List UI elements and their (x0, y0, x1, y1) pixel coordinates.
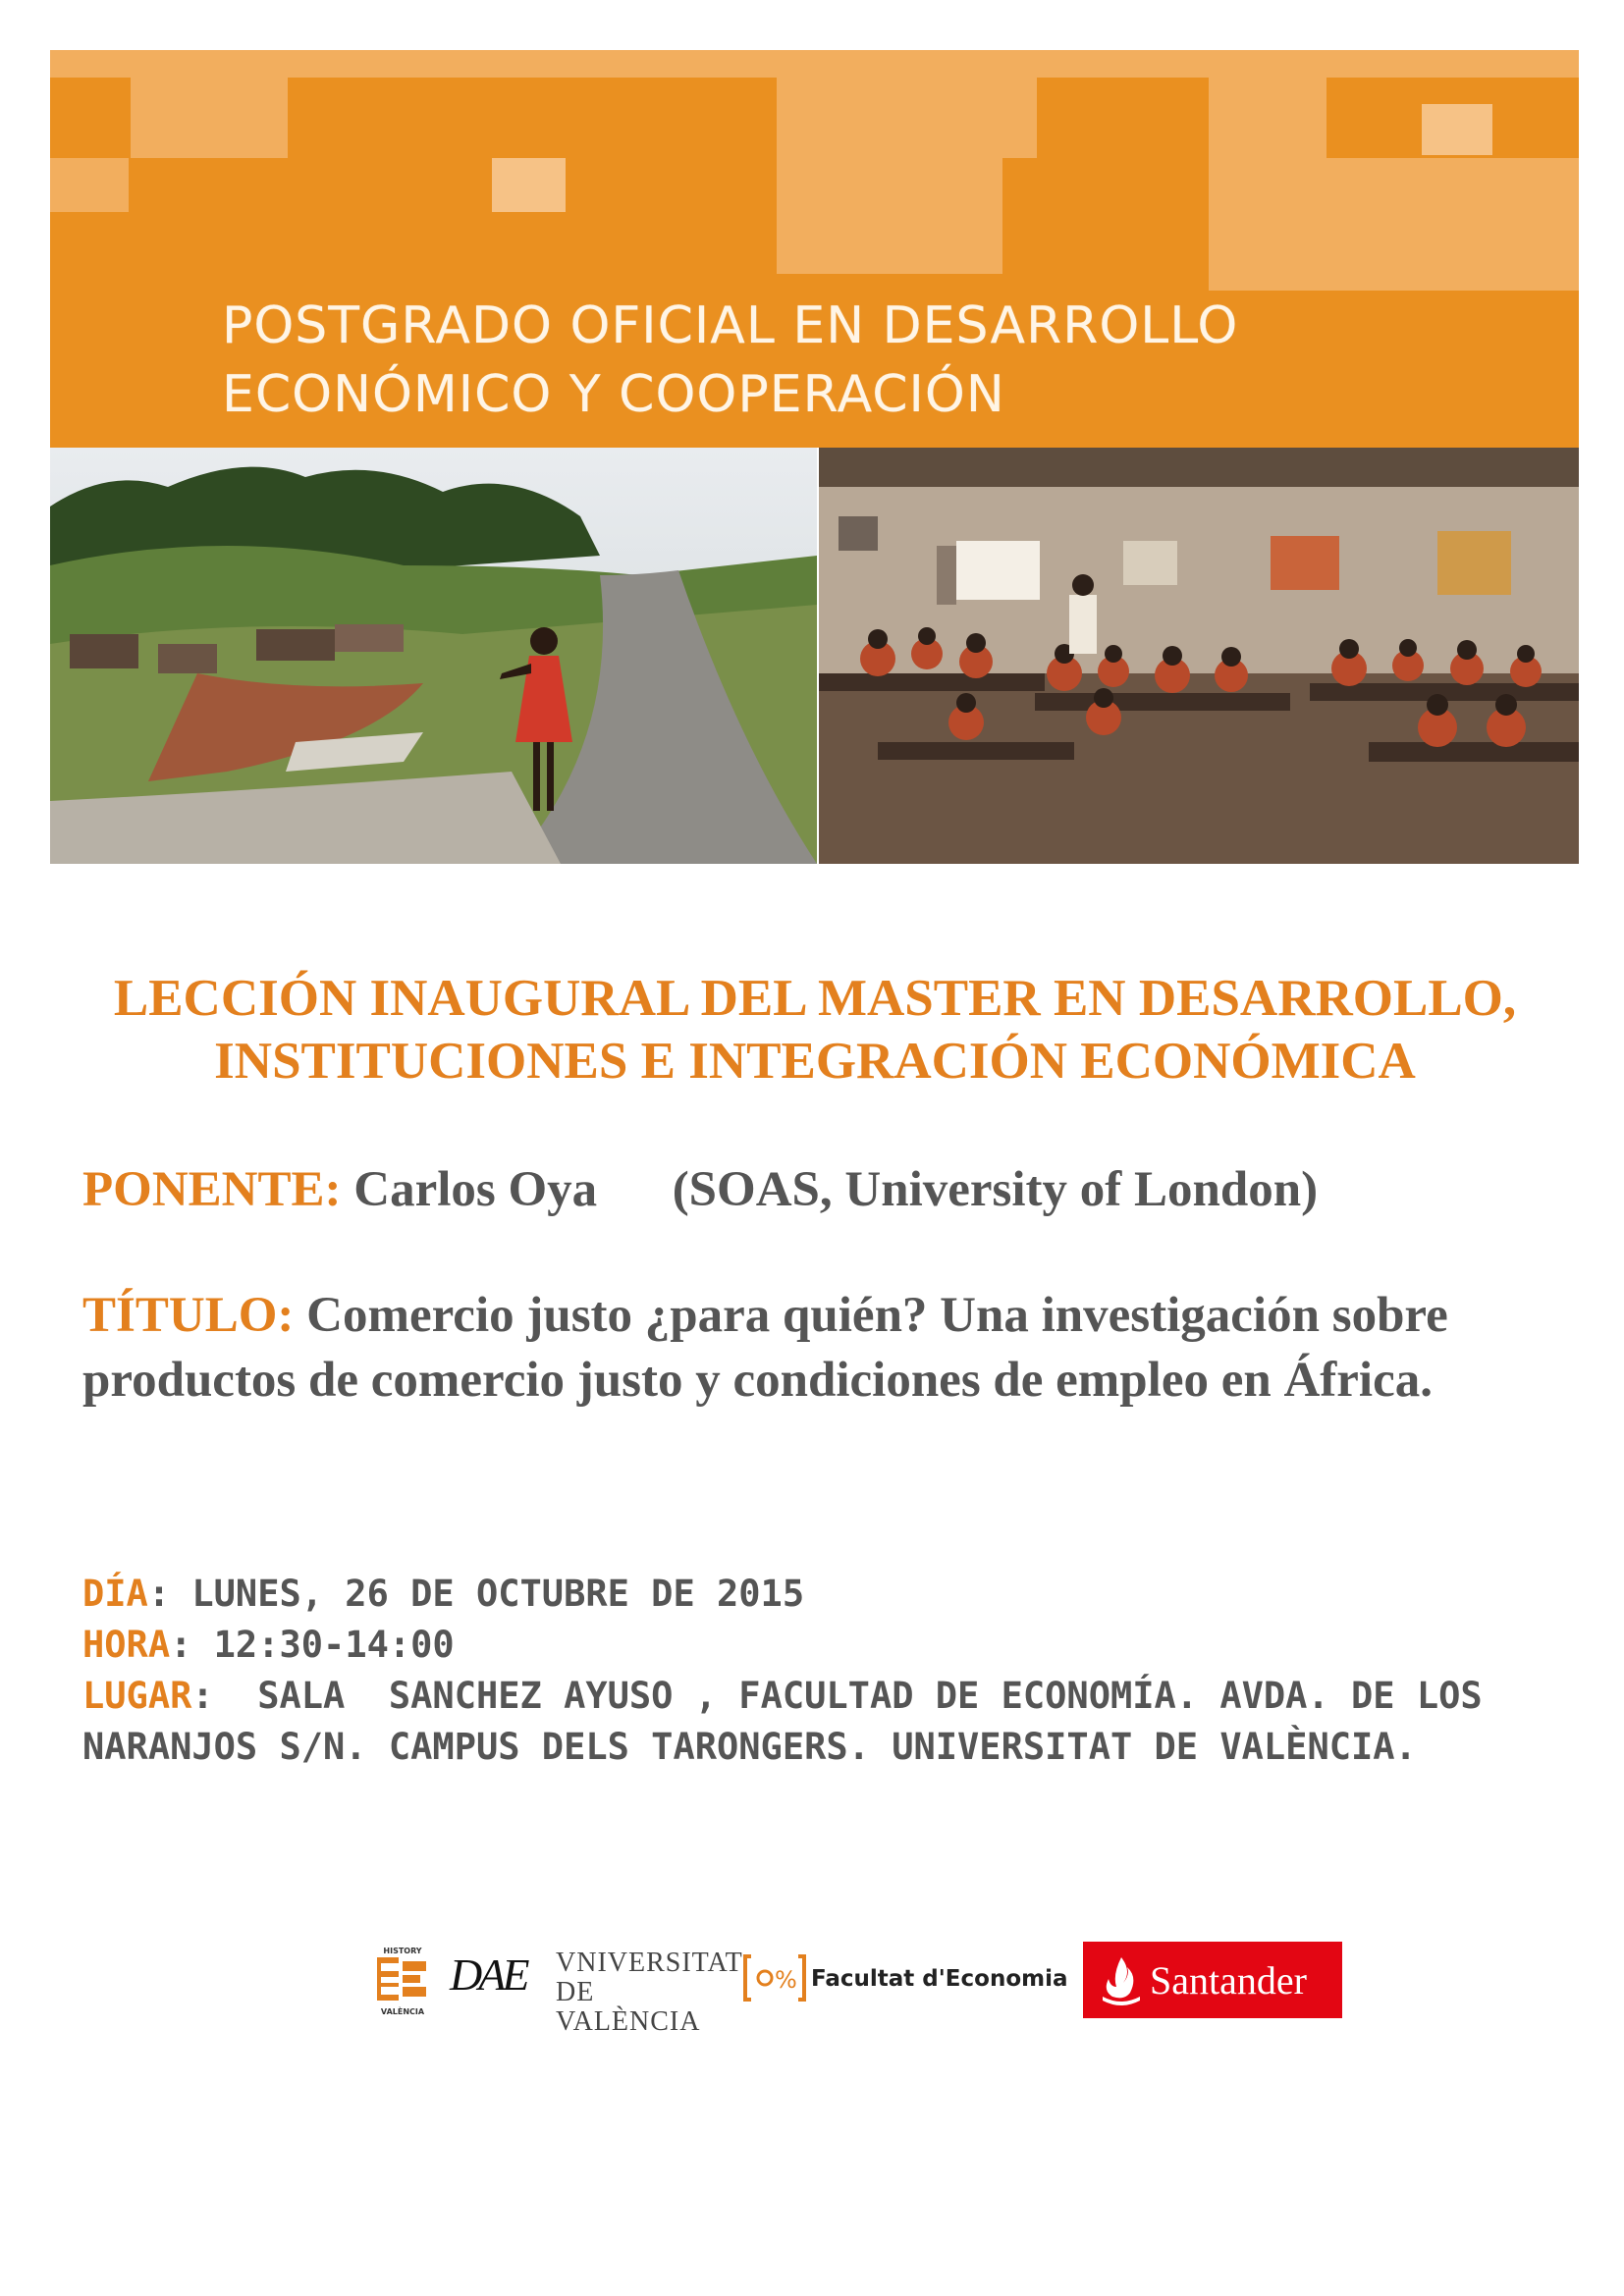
banner-title-line1: POSTGRADO OFICIAL EN DESARROLLO (222, 296, 1239, 355)
dae-logo: DAE (450, 1949, 526, 2000)
speaker-label: PONENTE: (82, 1162, 342, 1217)
speaker-name: Carlos Oya (353, 1162, 598, 1217)
time-line (82, 1620, 1585, 1671)
time-value: : 12:30-14:00 (170, 1624, 455, 1666)
universitat-valencia-logo (556, 1948, 743, 2037)
time-label: HORA (82, 1624, 171, 1666)
santander-flame-icon (1095, 1942, 1148, 2018)
event-details (82, 1569, 1585, 1773)
uv-line2: DE VALÈNCIA (556, 1977, 701, 2037)
history-logo-bottom-text: VALÈNCIA (380, 2007, 425, 2016)
talk-title (82, 1283, 1575, 1413)
santander-text: Santander (1150, 1958, 1307, 2002)
percent-icon (741, 1950, 808, 2005)
history-valencia-logo (373, 1947, 432, 2015)
day-label: DÍA (82, 1573, 148, 1615)
rural-road-photo (50, 448, 817, 864)
place-label: LUGAR (82, 1675, 192, 1717)
talk-title-text: Comercio justo ¿para quién? Una investigación sobre productos de comercio justo y condiciones de empleo en África. (82, 1288, 1448, 1408)
facultat-economia-logo: Facultat d'Economia (811, 1966, 1068, 1992)
classroom-photo (819, 448, 1579, 864)
lesson-title-line1: LECCIÓN INAUGURAL DEL MASTER EN DESARROLLO, (113, 970, 1517, 1027)
banner-title (222, 292, 1238, 429)
day-value: : LUNES, 26 DE OCTUBRE DE 2015 (147, 1573, 805, 1615)
talk-title-label: TÍTULO: (82, 1288, 295, 1343)
sponsor-logos (373, 1939, 1345, 2037)
place-value: : SALA SANCHEZ AYUSO , FACULTAD DE ECONOMÍA. AVDA. DE LOS NARANJOS S/N. CAMPUS DELS TARONGERS. UNIVERSITAT DE VALÈNCIA. (82, 1675, 1504, 1768)
svg-text:%: % (775, 1966, 797, 1994)
photo-strip (50, 448, 1579, 864)
uv-line1: VNIVERSITAT (556, 1948, 743, 1978)
speaker-line (82, 1158, 1318, 1221)
lesson-title-line2: INSTITUCIONES E INTEGRACIÓN ECONÓMICA (214, 1033, 1416, 1090)
banner-title-line2: ECONÓMICO Y COOPERACIÓN (222, 365, 1005, 424)
santander-logo (1083, 1942, 1342, 2018)
place-line (82, 1671, 1585, 1773)
speaker-affiliation: (SOAS, University of London) (672, 1162, 1319, 1217)
day-line (82, 1569, 1585, 1620)
history-logo-top-text: HISTORY (383, 1947, 422, 1955)
lesson-title (59, 967, 1571, 1093)
header-banner (50, 50, 1579, 448)
